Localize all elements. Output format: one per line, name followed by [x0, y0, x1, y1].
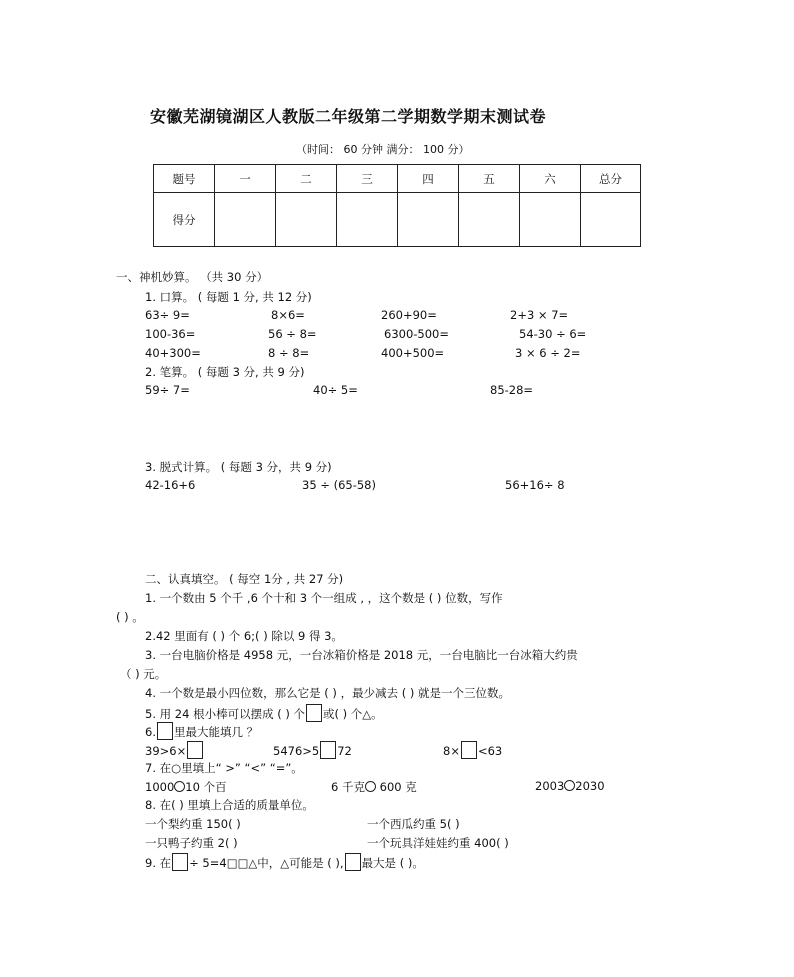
oral-calc-item: 400+500= — [381, 346, 445, 360]
question-8-item: 一个西瓜约重 5( ) — [367, 817, 460, 831]
question-6-item-text: <63 — [477, 744, 503, 758]
question-7-item-2 — [331, 779, 417, 795]
score-header-cell: 二 — [276, 165, 337, 193]
score-header-cell: 三 — [337, 165, 398, 193]
answer-box[interactable] — [172, 853, 188, 871]
answer-circle[interactable] — [564, 780, 575, 791]
oral-calc-item: 8 ÷ 8= — [268, 346, 310, 360]
score-table — [153, 164, 641, 247]
answer-circle[interactable] — [174, 781, 185, 792]
section-2-heading: 二、认真填空。 ( 每空 1分 , 共 27 分) — [145, 572, 344, 586]
score-header-cell: 五 — [459, 165, 520, 193]
oral-calc-item: 56 ÷ 8= — [268, 327, 317, 341]
part-2-heading: 2. 笔算。 ( 每题 3 分, 共 9 分) — [145, 365, 305, 379]
part-1-heading: 1. 口算。 ( 每题 1 分, 共 12 分) — [145, 290, 312, 304]
question-9-text: 最大是 ( )。 — [361, 856, 424, 870]
score-cell[interactable] — [398, 193, 459, 247]
question-1-line-2: ( ) 。 — [116, 610, 144, 624]
oral-calc-item: 2+3 × 7= — [510, 308, 569, 322]
answer-box[interactable] — [187, 741, 203, 759]
score-row-label: 得分 — [154, 193, 215, 247]
question-6-item-text: 39>6× — [145, 744, 187, 758]
blank-box-icon — [157, 722, 173, 740]
score-table-score-row — [154, 193, 641, 247]
question-7-item-text: 2003 — [535, 779, 565, 793]
oral-calc-item: 40+300= — [145, 346, 201, 360]
score-header-cell: 题号 — [154, 165, 215, 193]
question-6-item-2 — [273, 741, 352, 759]
score-cell[interactable] — [276, 193, 337, 247]
question-6 — [145, 722, 258, 740]
oral-calc-item: 8×6= — [271, 308, 305, 322]
question-6-item-1 — [145, 741, 204, 759]
question-4: 4. 一个数是最小四位数，那么它是 ( ) ，最少减去 ( ) 就是一个三位数。 — [145, 686, 511, 700]
answer-box[interactable] — [345, 853, 361, 871]
exam-info: （时间： 60 分钟 满分： 100 分） — [296, 143, 470, 156]
question-1-line-1: 1. 一个数由 5 个千 ,6 个十和 3 个一组成 , ，这个数是 ( ) 位数，写作 — [145, 591, 503, 605]
question-7-item-text: 600 克 — [375, 780, 417, 794]
question-7-item-text: 2030 — [575, 779, 605, 793]
question-7-item-3 — [535, 779, 605, 793]
page-title: 安徽芜湖镜湖区人教版二年级第二学期数学期末测试卷 — [150, 107, 547, 126]
question-3-line-1: 3. 一台电脑价格是 4958 元，一台冰箱价格是 2018 元，一台电脑比一台冰箱大约贵 — [145, 648, 578, 662]
score-cell[interactable] — [581, 193, 641, 247]
score-cell[interactable] — [459, 193, 520, 247]
written-calc-item: 59÷ 7= — [145, 383, 190, 397]
question-8-item: 一个玩具洋娃娃约重 400( ) — [367, 836, 509, 850]
step-calc-item: 56+16÷ 8 — [505, 478, 565, 492]
score-header-cell: 总分 — [581, 165, 641, 193]
answer-box[interactable] — [320, 741, 336, 759]
question-7-item-text: 6 千克 — [331, 780, 365, 794]
oral-calc-item: 100-36= — [145, 327, 196, 341]
question-6-item-text: 5476>5 — [273, 744, 320, 758]
question-9-text: ÷ 5=4□□△中，△可能是 ( ), — [189, 856, 344, 870]
square-shape-icon — [306, 704, 322, 722]
question-5-text-a: 5. 用 24 根小棒可以摆成 ( ) 个 — [145, 707, 306, 721]
question-8-item: 一只鸭子约重 2( ) — [145, 836, 238, 850]
question-6-text: 里最大能填几 ？ — [173, 725, 259, 739]
question-6-item-3 — [443, 741, 502, 759]
score-header-cell: 一 — [215, 165, 276, 193]
question-9-text: 9. 在 — [145, 856, 172, 870]
question-7-item-1 — [145, 779, 227, 795]
question-5 — [145, 704, 383, 722]
step-calc-item: 42-16+6 — [145, 478, 196, 492]
question-9 — [145, 853, 424, 871]
section-1-heading: 一、神机妙算。 （共 30 分） — [116, 270, 269, 284]
question-6-number: 6. — [145, 725, 156, 739]
answer-circle[interactable] — [365, 781, 376, 792]
step-calc-item: 35 ÷ (65-58) — [302, 478, 376, 492]
oral-calc-item: 260+90= — [381, 308, 437, 322]
written-calc-item: 40÷ 5= — [313, 383, 358, 397]
score-cell[interactable] — [215, 193, 276, 247]
oral-calc-item: 63÷ 9= — [145, 308, 190, 322]
oral-calc-item: 3 × 6 ÷ 2= — [515, 346, 581, 360]
question-3-line-2: （ ) 元。 — [120, 667, 167, 681]
score-header-cell: 四 — [398, 165, 459, 193]
score-table-header-row — [154, 165, 641, 193]
question-7-item-text: 10 个百 — [185, 780, 227, 794]
question-2: 2.42 里面有 ( ) 个 6;( ) 除以 9 得 3。 — [145, 629, 343, 643]
question-8-item: 一个梨约重 150( ) — [145, 817, 241, 831]
question-6-item-text: 8× — [443, 744, 460, 758]
answer-box[interactable] — [461, 741, 477, 759]
question-8-heading: 8. 在( ) 里填上合适的质量单位。 — [145, 798, 314, 812]
part-3-heading: 3. 脱式计算。 ( 每题 3 分，共 9 分) — [145, 460, 332, 474]
written-calc-item: 85-28= — [490, 383, 534, 397]
question-6-item-text: 72 — [337, 744, 352, 758]
question-7-item-text: 1000 — [145, 780, 175, 794]
score-cell[interactable] — [520, 193, 581, 247]
question-7-heading: 7. 在○里填上“ >” “<” “=”。 — [145, 761, 303, 775]
question-5-text-b: 或( ) 个△。 — [323, 707, 383, 721]
score-cell[interactable] — [337, 193, 398, 247]
score-header-cell: 六 — [520, 165, 581, 193]
oral-calc-item: 6300-500= — [384, 327, 450, 341]
oral-calc-item: 54-30 ÷ 6= — [519, 327, 587, 341]
